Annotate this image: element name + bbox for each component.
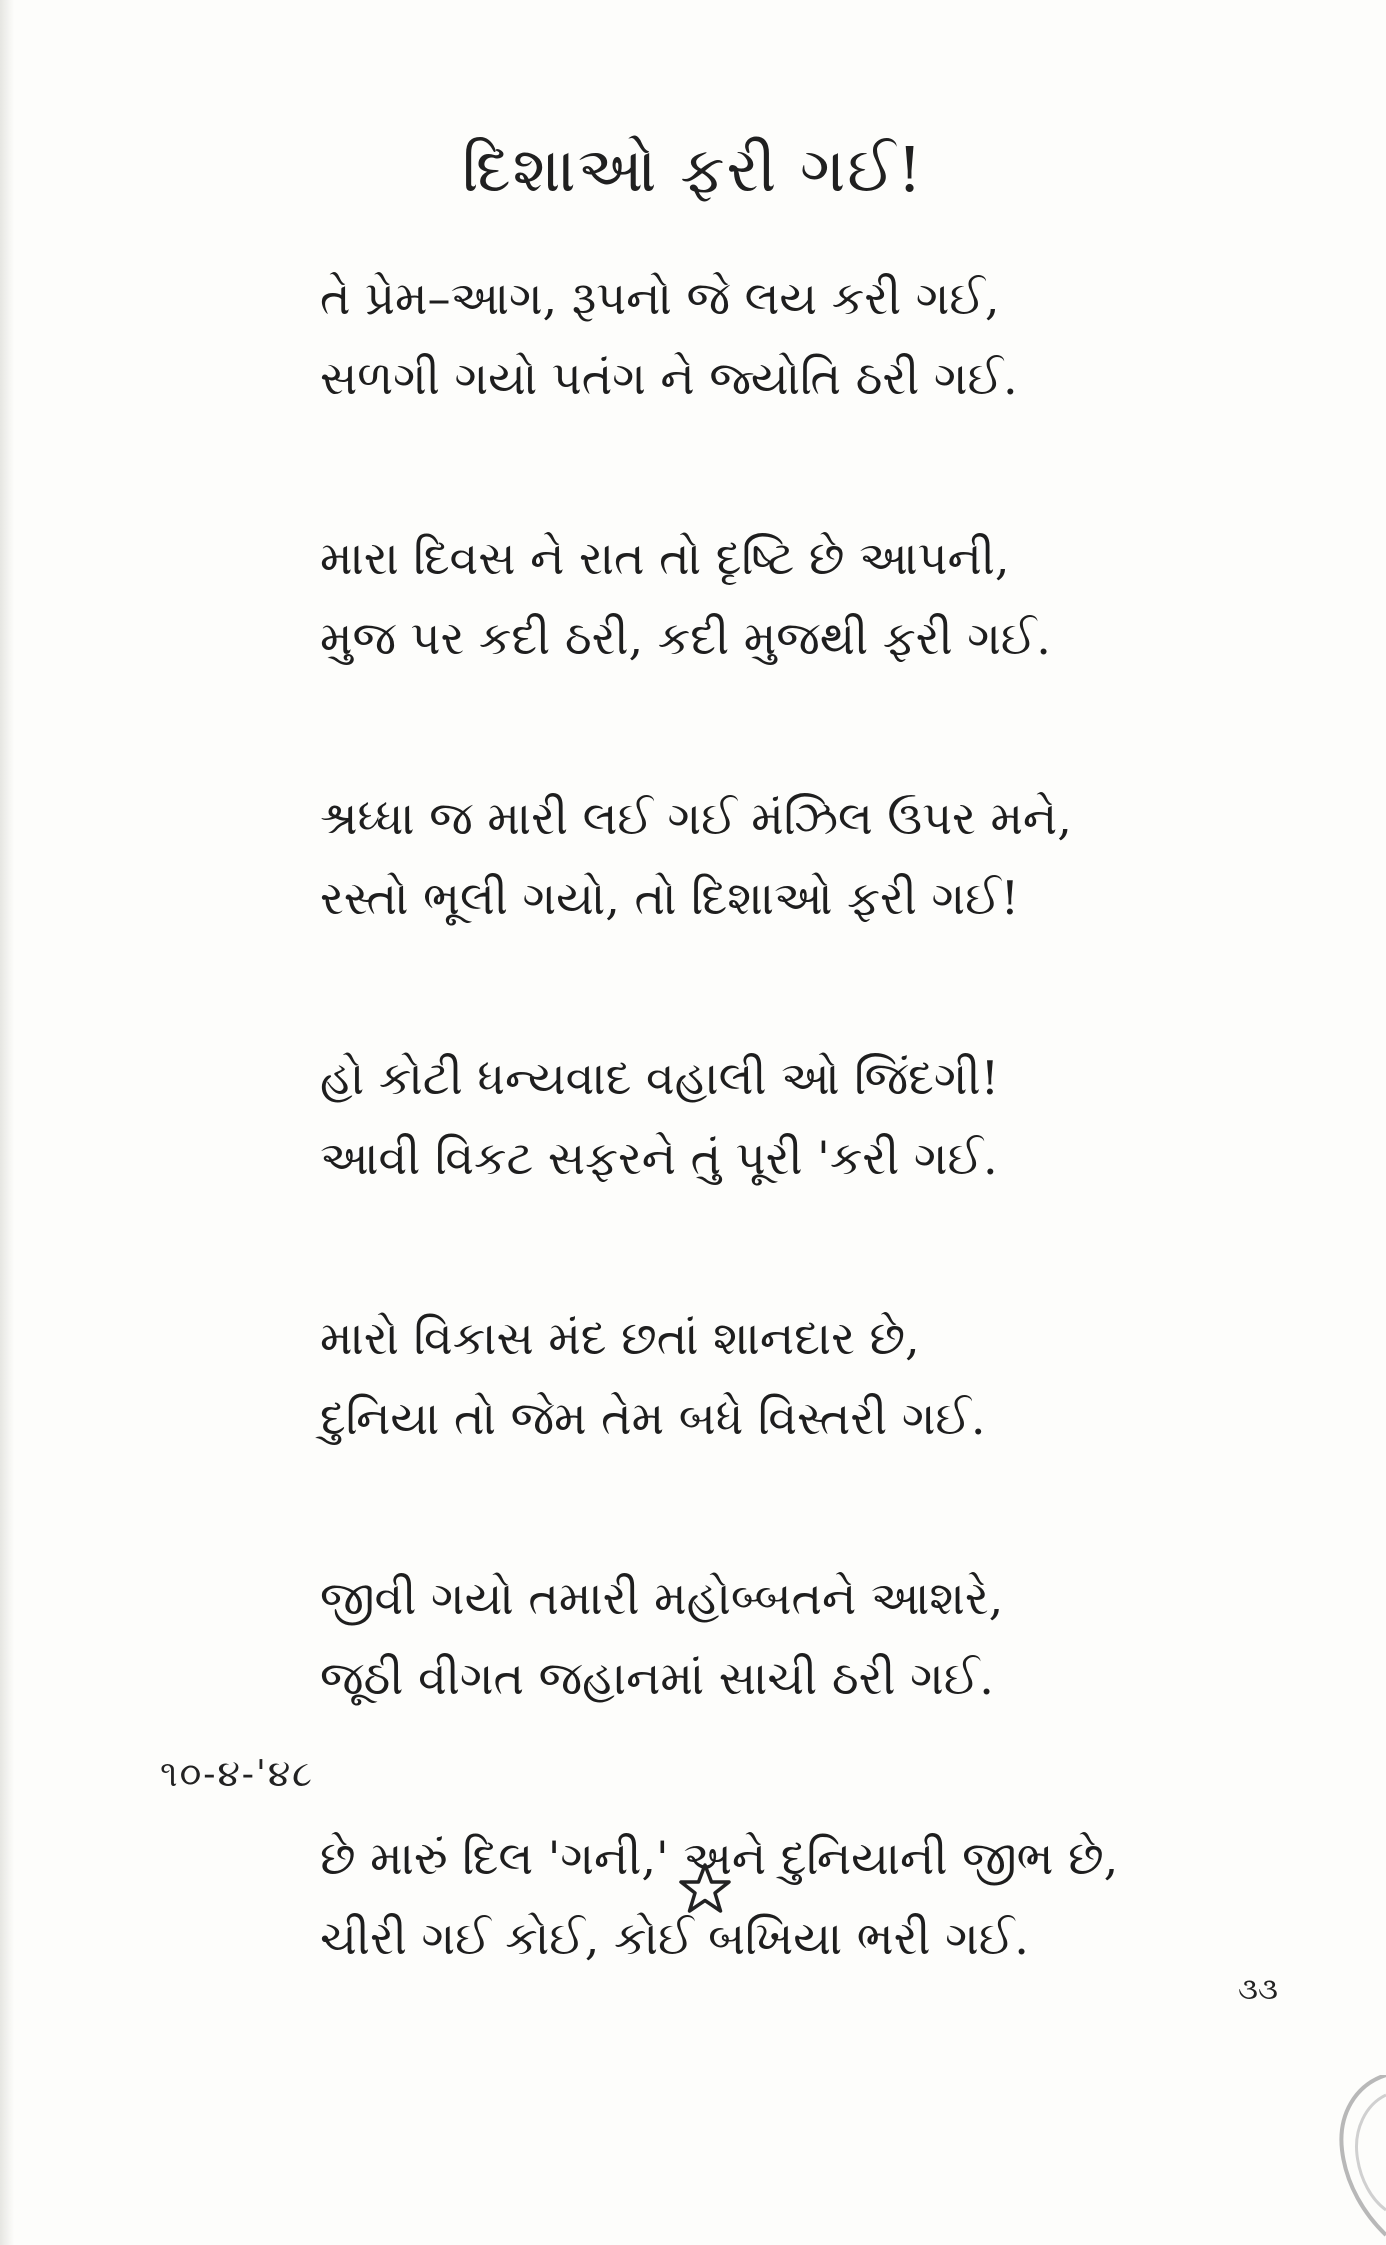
poem-date: ૧૦-૪-'૪૮ xyxy=(160,1754,314,1795)
stanza-3 xyxy=(320,778,1080,938)
stanza-line: રસ્તો ભૂલી ગયો, તો દિશાઓ ફરી ગઈ! xyxy=(320,871,1020,925)
stanza-6 xyxy=(320,1558,1080,1718)
page-number: ૩૩ xyxy=(1238,1972,1278,2007)
stanza-2 xyxy=(320,518,1080,678)
stanza-line: આવી વિકટ સફરને તું પૂરી 'કરી ગઈ. xyxy=(320,1131,998,1185)
star-outline-icon xyxy=(675,1860,735,1920)
stanza-line: હો કોટી ધન્યવાદ વહાલી ઓ જિંદગી! xyxy=(320,1051,1000,1105)
page-curl-decoration xyxy=(1320,2075,1386,2245)
poem-title: દિશાઓ ફરી ગઈ! xyxy=(461,133,925,206)
stanza-line: શ્રધ્ધા જ મારી લઈ ગઈ મંઝિલ ઉપર મને, xyxy=(320,791,1072,845)
stanza-1 xyxy=(320,258,1080,418)
stanza-line: જીવી ગયો તમારી મહોબ્બતને આશરે, xyxy=(320,1571,1004,1625)
stanza-line: મુજ પર કદી ઠરી, કદી મુજથી ફરી ગઈ. xyxy=(320,611,1051,665)
stanza-line: તે પ્રેમ–આગ, રૂપનો જે લય કરી ગઈ, xyxy=(320,271,1000,325)
stanza-line: દુનિયા તો જેમ તેમ બધે વિસ્તરી ગઈ. xyxy=(320,1391,986,1445)
stanza-line: મારો વિકાસ મંદ છતાં શાનદાર છે, xyxy=(320,1311,920,1365)
stanza-line: ચીરી ગઈ કોઈ, કોઈ બખિયા ભરી ગઈ. xyxy=(320,1911,1029,1965)
stanza-5 xyxy=(320,1298,1080,1458)
stanza-line: છે મારું દિલ 'ગની,' અને દુનિયાની જીભ છે, xyxy=(320,1831,1119,1885)
page-edge-shadow xyxy=(0,0,14,2245)
stanza-line: મારા દિવસ ને રાત તો દૃષ્ટિ છે આપની, xyxy=(320,531,1010,585)
stanza-4 xyxy=(320,1038,1080,1198)
stanza-line: જૂઠી વીગત જહાનમાં સાચી ઠરી ગઈ. xyxy=(320,1651,994,1705)
poem-body xyxy=(320,258,1119,2078)
stanza-line: સળગી ગયો પતંગ ને જ્યોતિ ઠરી ગઈ. xyxy=(320,351,1018,405)
